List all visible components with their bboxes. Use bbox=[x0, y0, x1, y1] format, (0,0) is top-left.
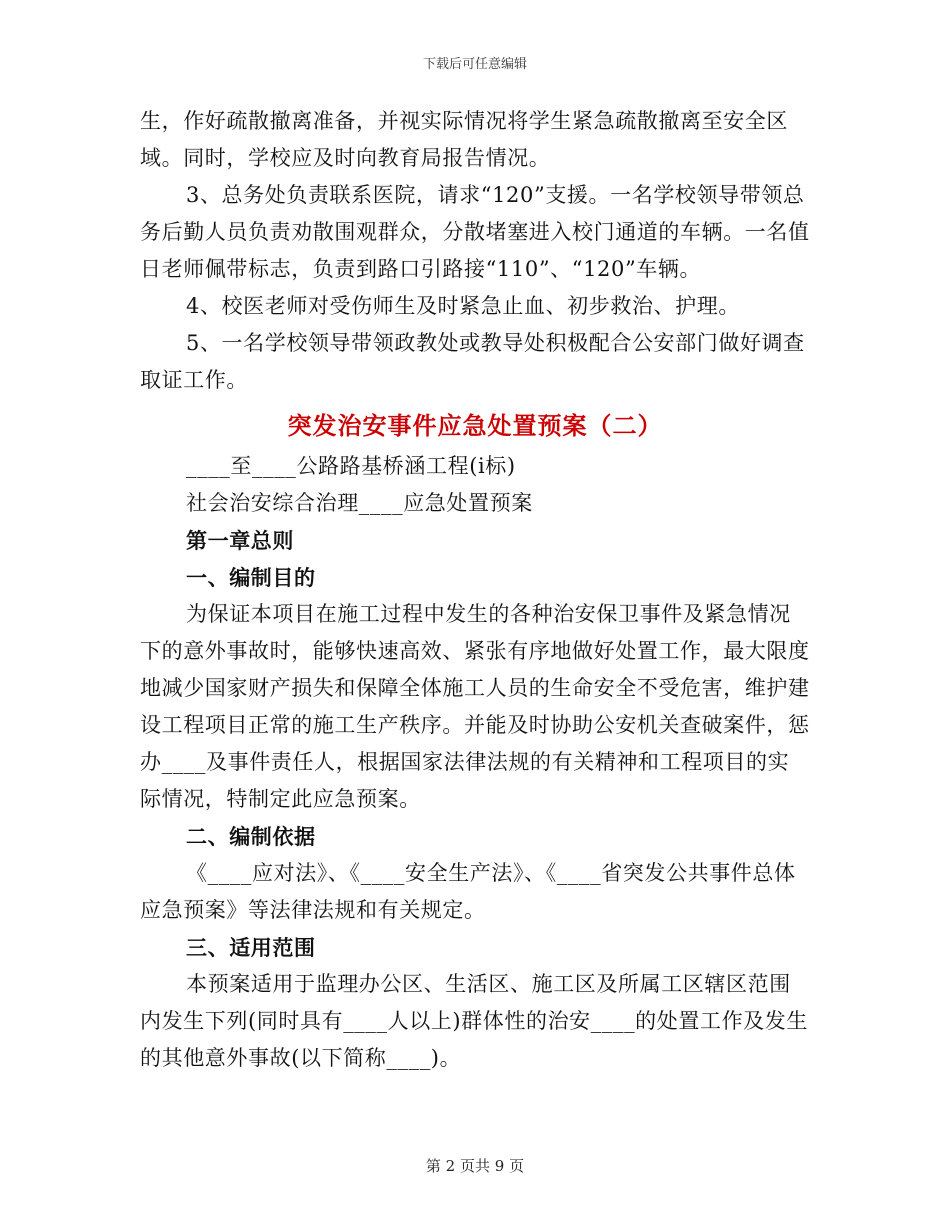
section-heading: 三、适用范围 bbox=[186, 935, 316, 960]
section-body: 《____应对法》、《____安全生产法》、《____省突发公共事件总体应急预案》等法律法规和有关规定。 bbox=[140, 861, 796, 922]
project-line: ____至____公路路基桥涵工程(i标) bbox=[186, 454, 516, 478]
plan-name-line: 社会治安综合治理____应急处置预案 bbox=[186, 491, 533, 515]
section-title: 突发治安事件应急处置预案（二） bbox=[287, 411, 663, 440]
paragraph: 生，作好疏散撤离准备，并视实际情况将学生紧急疏散撤离至安全区域。同时，学校应及时向教育局报告情况。 bbox=[140, 109, 788, 170]
section-heading: 二、编制依据 bbox=[186, 824, 316, 849]
section-heading: 一、编制目的 bbox=[186, 565, 316, 590]
section-body: 为保证本项目在施工过程中发生的各种治安保卫事件及紧急情况下的意外事故时，能够快速高效、紧张有序地做好处置工作，最大限度地减少国家财产损失和保障全体施工人员的生命安全不受危害，维护建设工程项目正常的施工生产秩序。并能及时协助公安机关查破案件，惩办____及事件责任人，根据国家法律法规的有关精神和工程项目的实际情况，特制定此应急预案。 bbox=[140, 602, 810, 811]
paragraph: 5、一名学校领导带领政教处或教导处积极配合公安部门做好调查取证工作。 bbox=[140, 331, 805, 392]
page-footer: 第 2 页共 9 页 bbox=[425, 1157, 525, 1175]
page-header: 下载后可任意编辑 bbox=[422, 57, 527, 72]
paragraph: 3、总务处负责联系医院，请求“120”支援。一名学校领导带领总务后勤人员负责劝散围观群众，分散堵塞进入校门通道的车辆。一名值日老师佩带标志，负责到路口引路接“110”、“120”车辆。 bbox=[140, 183, 810, 281]
paragraph: 4、校医老师对受伤师生及时紧急止血、初步救治、护理。 bbox=[186, 294, 740, 318]
document-body bbox=[140, 103, 810, 1077]
section-body: 本预案适用于监理办公区、生活区、施工区及所属工区辖区范围内发生下列(同时具有____人以上)群体性的治安____的处置工作及发生的其他意外事故(以下简称____)。 bbox=[140, 972, 808, 1070]
chapter-heading: 第一章总则 bbox=[186, 528, 294, 553]
